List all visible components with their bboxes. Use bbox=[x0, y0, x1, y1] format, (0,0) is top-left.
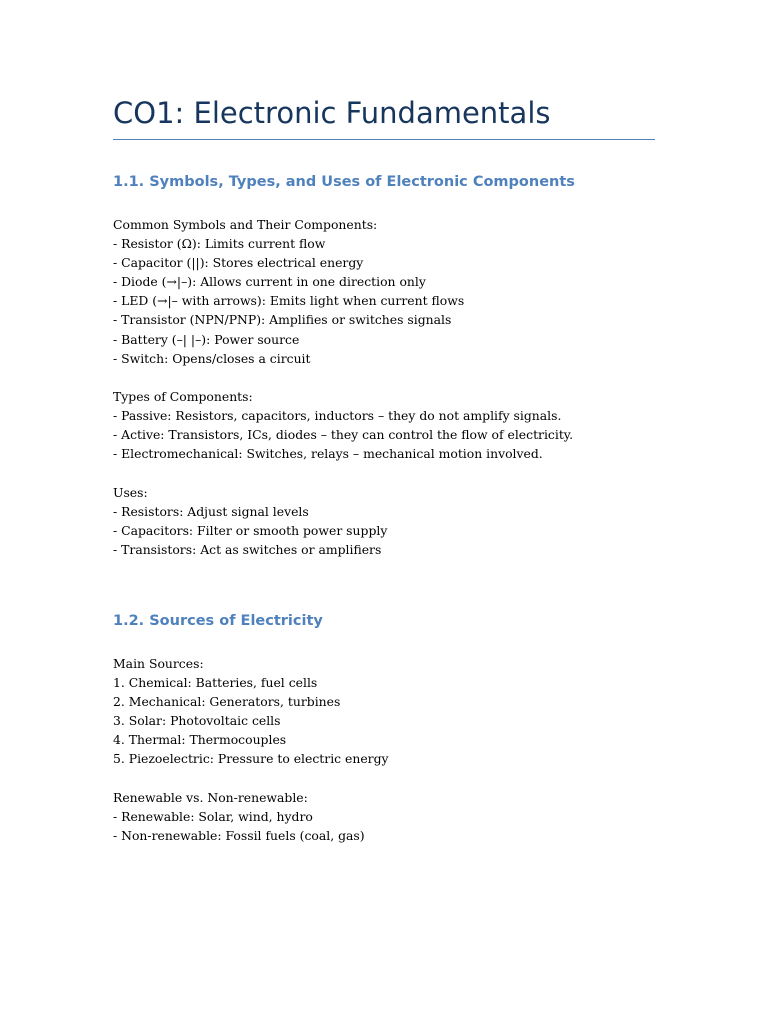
paragraph-line: - Switch: Opens/closes a circuit bbox=[113, 350, 311, 366]
paragraph-line: 2. Mechanical: Generators, turbines bbox=[113, 694, 341, 710]
paragraph-line: - Transistors: Act as switches or amplifiers bbox=[113, 542, 382, 558]
uses-list bbox=[113, 483, 387, 559]
paragraph-line: Main Sources: bbox=[113, 656, 204, 671]
paragraph-line: - Capacitors: Filter or smooth power supply bbox=[113, 523, 388, 539]
main-sources-list bbox=[113, 654, 389, 769]
paragraph-line: Common Symbols and Their Components: bbox=[113, 217, 378, 232]
section-heading-components: 1.1. Symbols, Types, and Uses of Electronic Components bbox=[113, 174, 575, 190]
paragraph-line: - Transistor (NPN/PNP): Amplifies or switches signals bbox=[113, 312, 452, 328]
paragraph-line: Uses: bbox=[113, 485, 148, 500]
paragraph-line: - Active: Transistors, ICs, diodes – they can control the flow of electricity. bbox=[113, 427, 574, 443]
paragraph-line: - Passive: Resistors, capacitors, inductors – they do not amplify signals. bbox=[113, 408, 562, 424]
paragraph-line: - Non-renewable: Fossil fuels (coal, gas) bbox=[113, 828, 365, 844]
paragraph-line: - Diode (→|–): Allows current in one direction only bbox=[113, 274, 426, 290]
paragraph-line: - Capacitor (||): Stores electrical energy bbox=[113, 255, 364, 271]
paragraph-line: - Battery (–| |–): Power source bbox=[113, 331, 300, 347]
section-heading-sources: 1.2. Sources of Electricity bbox=[113, 613, 323, 629]
paragraph-line: Renewable vs. Non-renewable: bbox=[113, 790, 308, 805]
paragraph-line: - Resistors: Adjust signal levels bbox=[113, 504, 309, 520]
paragraph-line: 5. Piezoelectric: Pressure to electric energy bbox=[113, 751, 389, 767]
paragraph-line: - Electromechanical: Switches, relays – mechanical motion involved. bbox=[113, 446, 543, 462]
paragraph-line: - LED (→|– with arrows): Emits light when current flows bbox=[113, 293, 465, 309]
paragraph-line: Types of Components: bbox=[113, 389, 253, 404]
paragraph-line: - Resistor (Ω): Limits current flow bbox=[113, 236, 326, 252]
symbols-list bbox=[113, 215, 464, 368]
paragraph-line: 1. Chemical: Batteries, fuel cells bbox=[113, 675, 318, 691]
renewable-list bbox=[113, 788, 365, 845]
document-title: CO1: Electronic Fundamentals bbox=[113, 96, 551, 130]
component-types-list bbox=[113, 387, 573, 463]
paragraph-line: 4. Thermal: Thermocouples bbox=[113, 732, 287, 748]
paragraph-line: - Renewable: Solar, wind, hydro bbox=[113, 809, 313, 825]
paragraph-line: 3. Solar: Photovoltaic cells bbox=[113, 713, 281, 729]
title-underline-rule bbox=[113, 139, 655, 140]
